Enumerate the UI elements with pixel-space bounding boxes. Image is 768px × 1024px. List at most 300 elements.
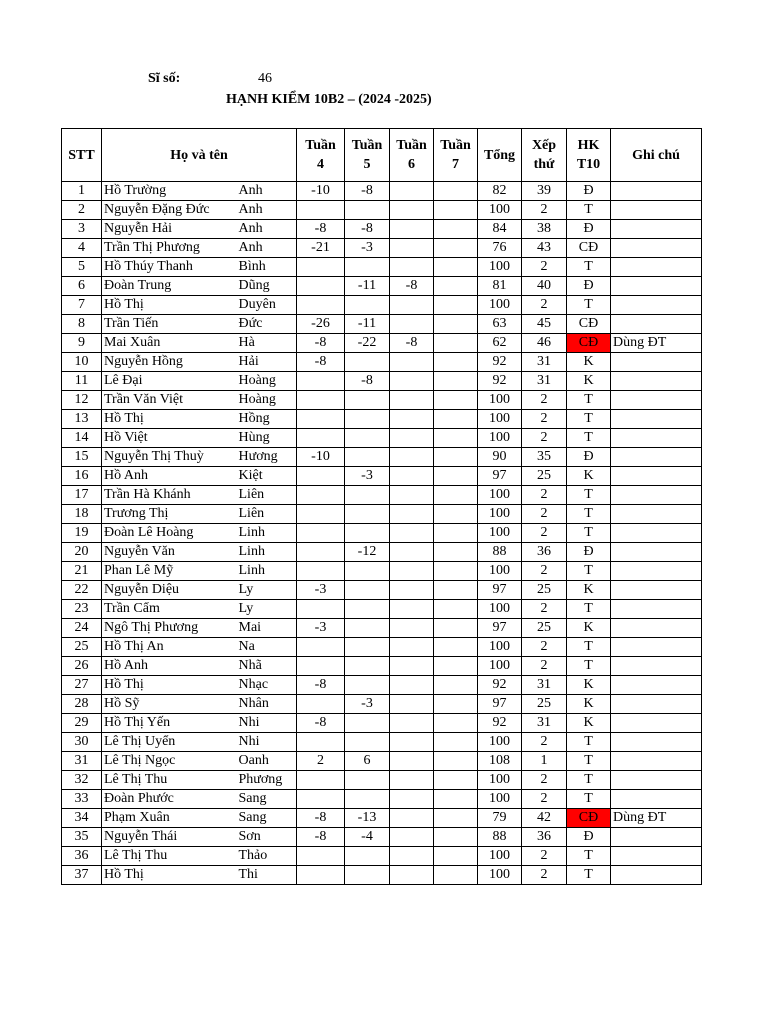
cell-total: 100 bbox=[478, 410, 522, 429]
cell-rank: 31 bbox=[522, 676, 567, 695]
cell-given-name: Hồng bbox=[237, 410, 297, 429]
cell-note bbox=[611, 353, 702, 372]
cell-given-name: Sang bbox=[237, 809, 297, 828]
cell-week7 bbox=[434, 334, 478, 353]
cell-conduct: T bbox=[567, 524, 611, 543]
cell-rank: 2 bbox=[522, 505, 567, 524]
table-row bbox=[62, 714, 702, 733]
cell-week4 bbox=[297, 391, 345, 410]
cell-week4: -8 bbox=[297, 220, 345, 239]
cell-stt: 29 bbox=[62, 714, 102, 733]
cell-week7 bbox=[434, 695, 478, 714]
cell-week7 bbox=[434, 467, 478, 486]
conduct-table bbox=[61, 128, 702, 885]
cell-week4: -10 bbox=[297, 448, 345, 467]
cell-stt: 20 bbox=[62, 543, 102, 562]
cell-conduct: Đ bbox=[567, 220, 611, 239]
cell-week6 bbox=[390, 600, 434, 619]
col-header-week7: Tuần 7 bbox=[434, 129, 478, 182]
cell-given-name: Duyên bbox=[237, 296, 297, 315]
cell-surname: Phan Lê Mỹ bbox=[102, 562, 237, 581]
cell-note bbox=[611, 714, 702, 733]
cell-total: 100 bbox=[478, 866, 522, 885]
table-row bbox=[62, 543, 702, 562]
cell-surname: Đoàn Trung bbox=[102, 277, 237, 296]
cell-week7 bbox=[434, 410, 478, 429]
table-body bbox=[62, 182, 702, 885]
cell-note bbox=[611, 657, 702, 676]
cell-surname: Nguyễn Văn bbox=[102, 543, 237, 562]
cell-week5 bbox=[345, 201, 390, 220]
table-row bbox=[62, 524, 702, 543]
cell-week4: -8 bbox=[297, 334, 345, 353]
cell-stt: 8 bbox=[62, 315, 102, 334]
cell-conduct: T bbox=[567, 771, 611, 790]
cell-week4 bbox=[297, 258, 345, 277]
cell-week5 bbox=[345, 771, 390, 790]
cell-total: 100 bbox=[478, 771, 522, 790]
cell-week5 bbox=[345, 866, 390, 885]
table-row bbox=[62, 790, 702, 809]
cell-week6 bbox=[390, 638, 434, 657]
cell-given-name: Anh bbox=[237, 239, 297, 258]
cell-week5 bbox=[345, 790, 390, 809]
cell-conduct: K bbox=[567, 619, 611, 638]
cell-note bbox=[611, 239, 702, 258]
cell-note bbox=[611, 201, 702, 220]
cell-total: 100 bbox=[478, 258, 522, 277]
cell-week7 bbox=[434, 448, 478, 467]
cell-surname: Mai Xuân bbox=[102, 334, 237, 353]
cell-stt: 27 bbox=[62, 676, 102, 695]
cell-given-name: Nhi bbox=[237, 733, 297, 752]
cell-total: 88 bbox=[478, 543, 522, 562]
table-row bbox=[62, 657, 702, 676]
cell-week4 bbox=[297, 486, 345, 505]
cell-conduct: T bbox=[567, 790, 611, 809]
cell-rank: 2 bbox=[522, 296, 567, 315]
cell-week6 bbox=[390, 391, 434, 410]
table-row bbox=[62, 600, 702, 619]
cell-surname: Hồ Thị bbox=[102, 866, 237, 885]
cell-surname: Lê Đại bbox=[102, 372, 237, 391]
cell-week6 bbox=[390, 182, 434, 201]
table-row bbox=[62, 429, 702, 448]
cell-note bbox=[611, 619, 702, 638]
table-row bbox=[62, 353, 702, 372]
cell-note bbox=[611, 258, 702, 277]
cell-note bbox=[611, 790, 702, 809]
table-row bbox=[62, 638, 702, 657]
table-row bbox=[62, 220, 702, 239]
cell-surname: Ngô Thị Phương bbox=[102, 619, 237, 638]
cell-given-name: Đức bbox=[237, 315, 297, 334]
cell-week4 bbox=[297, 201, 345, 220]
cell-stt: 10 bbox=[62, 353, 102, 372]
table-row bbox=[62, 239, 702, 258]
cell-total: 92 bbox=[478, 353, 522, 372]
class-size-label: Sĩ số: bbox=[148, 71, 181, 86]
cell-surname: Trần Tiến bbox=[102, 315, 237, 334]
cell-week4 bbox=[297, 695, 345, 714]
cell-note bbox=[611, 505, 702, 524]
cell-week6 bbox=[390, 752, 434, 771]
cell-conduct: T bbox=[567, 505, 611, 524]
cell-total: 88 bbox=[478, 828, 522, 847]
cell-total: 92 bbox=[478, 714, 522, 733]
cell-stt: 7 bbox=[62, 296, 102, 315]
cell-week7 bbox=[434, 657, 478, 676]
cell-surname: Đoàn Lê Hoàng bbox=[102, 524, 237, 543]
cell-week5: -4 bbox=[345, 828, 390, 847]
cell-total: 97 bbox=[478, 467, 522, 486]
cell-week6 bbox=[390, 714, 434, 733]
cell-stt: 6 bbox=[62, 277, 102, 296]
cell-stt: 14 bbox=[62, 429, 102, 448]
col-header-week6: Tuần 6 bbox=[390, 129, 434, 182]
cell-conduct: K bbox=[567, 676, 611, 695]
cell-surname: Hồ Thị An bbox=[102, 638, 237, 657]
cell-rank: 2 bbox=[522, 410, 567, 429]
cell-week7 bbox=[434, 258, 478, 277]
cell-week5: -8 bbox=[345, 220, 390, 239]
cell-note bbox=[611, 600, 702, 619]
cell-total: 97 bbox=[478, 695, 522, 714]
col-header-week5: Tuần 5 bbox=[345, 129, 390, 182]
cell-week6 bbox=[390, 372, 434, 391]
cell-surname: Lê Thị Uyển bbox=[102, 733, 237, 752]
cell-total: 84 bbox=[478, 220, 522, 239]
cell-given-name: Nhạc bbox=[237, 676, 297, 695]
table-row bbox=[62, 676, 702, 695]
cell-rank: 2 bbox=[522, 201, 567, 220]
cell-surname: Hồ Thị bbox=[102, 410, 237, 429]
cell-week7 bbox=[434, 391, 478, 410]
cell-stt: 35 bbox=[62, 828, 102, 847]
cell-week5: 6 bbox=[345, 752, 390, 771]
cell-surname: Hồ Thị Yến bbox=[102, 714, 237, 733]
cell-surname: Hồ Thúy Thanh bbox=[102, 258, 237, 277]
cell-stt: 32 bbox=[62, 771, 102, 790]
cell-week4 bbox=[297, 296, 345, 315]
cell-stt: 21 bbox=[62, 562, 102, 581]
cell-rank: 31 bbox=[522, 714, 567, 733]
cell-week7 bbox=[434, 809, 478, 828]
cell-note bbox=[611, 524, 702, 543]
cell-given-name: Hương bbox=[237, 448, 297, 467]
table-row bbox=[62, 505, 702, 524]
cell-note bbox=[611, 372, 702, 391]
cell-week5 bbox=[345, 448, 390, 467]
col-header-stt: STT bbox=[62, 129, 102, 182]
cell-rank: 38 bbox=[522, 220, 567, 239]
cell-week4 bbox=[297, 562, 345, 581]
cell-week5 bbox=[345, 258, 390, 277]
cell-total: 100 bbox=[478, 657, 522, 676]
cell-week4: -10 bbox=[297, 182, 345, 201]
cell-note bbox=[611, 695, 702, 714]
cell-stt: 1 bbox=[62, 182, 102, 201]
cell-conduct: T bbox=[567, 562, 611, 581]
table-row bbox=[62, 619, 702, 638]
cell-total: 108 bbox=[478, 752, 522, 771]
cell-stt: 19 bbox=[62, 524, 102, 543]
col-header-name: Họ và tên bbox=[102, 129, 297, 182]
cell-surname: Hồ Sỹ bbox=[102, 695, 237, 714]
cell-week7 bbox=[434, 486, 478, 505]
cell-total: 82 bbox=[478, 182, 522, 201]
cell-given-name: Na bbox=[237, 638, 297, 657]
cell-stt: 17 bbox=[62, 486, 102, 505]
cell-week7 bbox=[434, 619, 478, 638]
cell-note bbox=[611, 391, 702, 410]
cell-given-name: Nhân bbox=[237, 695, 297, 714]
cell-given-name: Mai bbox=[237, 619, 297, 638]
table-row bbox=[62, 733, 702, 752]
cell-week5 bbox=[345, 505, 390, 524]
cell-rank: 2 bbox=[522, 258, 567, 277]
table-row bbox=[62, 296, 702, 315]
col-header-conduct: HK T10 bbox=[567, 129, 611, 182]
cell-rank: 2 bbox=[522, 486, 567, 505]
cell-total: 100 bbox=[478, 733, 522, 752]
cell-note bbox=[611, 277, 702, 296]
cell-stt: 15 bbox=[62, 448, 102, 467]
cell-surname: Phạm Xuân bbox=[102, 809, 237, 828]
cell-conduct: T bbox=[567, 258, 611, 277]
cell-week6 bbox=[390, 543, 434, 562]
page-title: HẠNH KIỂM 10B2 – (2024 -2025) bbox=[226, 92, 432, 107]
cell-note bbox=[611, 866, 702, 885]
cell-conduct: K bbox=[567, 581, 611, 600]
cell-conduct: T bbox=[567, 486, 611, 505]
cell-week7 bbox=[434, 847, 478, 866]
cell-week4 bbox=[297, 600, 345, 619]
cell-week6 bbox=[390, 296, 434, 315]
cell-total: 100 bbox=[478, 391, 522, 410]
cell-total: 100 bbox=[478, 562, 522, 581]
cell-surname: Hồ Trường bbox=[102, 182, 237, 201]
cell-conduct: T bbox=[567, 201, 611, 220]
cell-given-name: Hùng bbox=[237, 429, 297, 448]
cell-total: 100 bbox=[478, 790, 522, 809]
cell-week6 bbox=[390, 866, 434, 885]
cell-surname: Hồ Anh bbox=[102, 467, 237, 486]
cell-total: 92 bbox=[478, 372, 522, 391]
cell-note bbox=[611, 296, 702, 315]
cell-conduct: CĐ bbox=[567, 315, 611, 334]
cell-week7 bbox=[434, 752, 478, 771]
cell-stt: 11 bbox=[62, 372, 102, 391]
table-row bbox=[62, 201, 702, 220]
cell-note bbox=[611, 315, 702, 334]
cell-total: 90 bbox=[478, 448, 522, 467]
cell-conduct: CĐ bbox=[567, 239, 611, 258]
table-row bbox=[62, 258, 702, 277]
cell-week4 bbox=[297, 543, 345, 562]
cell-surname: Lê Thị Thu bbox=[102, 847, 237, 866]
cell-week7 bbox=[434, 505, 478, 524]
cell-rank: 42 bbox=[522, 809, 567, 828]
cell-rank: 2 bbox=[522, 657, 567, 676]
cell-note bbox=[611, 771, 702, 790]
cell-conduct: Đ bbox=[567, 182, 611, 201]
cell-given-name: Ly bbox=[237, 581, 297, 600]
cell-week5: -13 bbox=[345, 809, 390, 828]
cell-rank: 35 bbox=[522, 448, 567, 467]
cell-week7 bbox=[434, 543, 478, 562]
cell-week6 bbox=[390, 220, 434, 239]
cell-note bbox=[611, 467, 702, 486]
cell-surname: Hồ Thị bbox=[102, 296, 237, 315]
table-row bbox=[62, 486, 702, 505]
cell-note bbox=[611, 638, 702, 657]
cell-conduct: T bbox=[567, 752, 611, 771]
cell-conduct: T bbox=[567, 296, 611, 315]
cell-week6 bbox=[390, 847, 434, 866]
cell-given-name: Ly bbox=[237, 600, 297, 619]
cell-given-name: Hoàng bbox=[237, 372, 297, 391]
cell-rank: 2 bbox=[522, 790, 567, 809]
cell-week6: -8 bbox=[390, 277, 434, 296]
cell-week6 bbox=[390, 676, 434, 695]
cell-given-name: Nhã bbox=[237, 657, 297, 676]
cell-week4 bbox=[297, 638, 345, 657]
cell-rank: 36 bbox=[522, 543, 567, 562]
cell-rank: 2 bbox=[522, 733, 567, 752]
cell-note bbox=[611, 752, 702, 771]
table-row bbox=[62, 752, 702, 771]
cell-week4 bbox=[297, 505, 345, 524]
cell-given-name: Anh bbox=[237, 201, 297, 220]
cell-week5: -11 bbox=[345, 315, 390, 334]
cell-total: 92 bbox=[478, 676, 522, 695]
cell-given-name: Sơn bbox=[237, 828, 297, 847]
cell-rank: 43 bbox=[522, 239, 567, 258]
cell-stt: 26 bbox=[62, 657, 102, 676]
table-row bbox=[62, 334, 702, 353]
cell-week4 bbox=[297, 657, 345, 676]
cell-note bbox=[611, 828, 702, 847]
cell-week7 bbox=[434, 182, 478, 201]
cell-week6 bbox=[390, 657, 434, 676]
cell-conduct: CĐ bbox=[567, 809, 611, 828]
cell-week4 bbox=[297, 733, 345, 752]
cell-week6 bbox=[390, 809, 434, 828]
cell-rank: 25 bbox=[522, 467, 567, 486]
col-header-rank: Xếp thứ bbox=[522, 129, 567, 182]
cell-week6 bbox=[390, 733, 434, 752]
cell-week5 bbox=[345, 619, 390, 638]
cell-stt: 22 bbox=[62, 581, 102, 600]
cell-given-name: Dũng bbox=[237, 277, 297, 296]
table-row bbox=[62, 581, 702, 600]
cell-week7 bbox=[434, 429, 478, 448]
cell-week5 bbox=[345, 296, 390, 315]
cell-surname: Lê Thị Ngọc bbox=[102, 752, 237, 771]
cell-given-name: Hải bbox=[237, 353, 297, 372]
cell-surname: Hồ Việt bbox=[102, 429, 237, 448]
cell-week6 bbox=[390, 771, 434, 790]
cell-week6 bbox=[390, 619, 434, 638]
cell-given-name: Phương bbox=[237, 771, 297, 790]
cell-total: 97 bbox=[478, 619, 522, 638]
cell-rank: 45 bbox=[522, 315, 567, 334]
cell-given-name: Oanh bbox=[237, 752, 297, 771]
cell-week4: -21 bbox=[297, 239, 345, 258]
cell-surname: Trần Cẩm bbox=[102, 600, 237, 619]
cell-week5 bbox=[345, 657, 390, 676]
cell-week6 bbox=[390, 448, 434, 467]
cell-week7 bbox=[434, 600, 478, 619]
cell-stt: 28 bbox=[62, 695, 102, 714]
cell-week4: -8 bbox=[297, 828, 345, 847]
cell-week4 bbox=[297, 524, 345, 543]
cell-week4: -3 bbox=[297, 581, 345, 600]
cell-conduct: Đ bbox=[567, 277, 611, 296]
table-row bbox=[62, 809, 702, 828]
cell-surname: Trương Thị bbox=[102, 505, 237, 524]
table-row bbox=[62, 771, 702, 790]
cell-given-name: Nhi bbox=[237, 714, 297, 733]
cell-rank: 25 bbox=[522, 581, 567, 600]
cell-stt: 24 bbox=[62, 619, 102, 638]
cell-week7 bbox=[434, 353, 478, 372]
cell-total: 79 bbox=[478, 809, 522, 828]
cell-given-name: Hoàng bbox=[237, 391, 297, 410]
cell-week6 bbox=[390, 258, 434, 277]
cell-given-name: Linh bbox=[237, 524, 297, 543]
cell-stt: 34 bbox=[62, 809, 102, 828]
cell-week6 bbox=[390, 581, 434, 600]
table-row bbox=[62, 277, 702, 296]
cell-note bbox=[611, 543, 702, 562]
cell-week5 bbox=[345, 733, 390, 752]
col-header-week4: Tuần 4 bbox=[297, 129, 345, 182]
table-row bbox=[62, 391, 702, 410]
cell-week6 bbox=[390, 828, 434, 847]
cell-week5 bbox=[345, 353, 390, 372]
cell-rank: 25 bbox=[522, 619, 567, 638]
cell-week7 bbox=[434, 239, 478, 258]
cell-given-name: Anh bbox=[237, 220, 297, 239]
cell-total: 97 bbox=[478, 581, 522, 600]
cell-week7 bbox=[434, 828, 478, 847]
cell-week4 bbox=[297, 372, 345, 391]
cell-week6 bbox=[390, 315, 434, 334]
cell-week6 bbox=[390, 467, 434, 486]
cell-stt: 33 bbox=[62, 790, 102, 809]
cell-week4 bbox=[297, 277, 345, 296]
cell-week5 bbox=[345, 581, 390, 600]
cell-total: 100 bbox=[478, 486, 522, 505]
cell-week6: -8 bbox=[390, 334, 434, 353]
cell-week6 bbox=[390, 524, 434, 543]
cell-conduct: T bbox=[567, 429, 611, 448]
cell-week6 bbox=[390, 790, 434, 809]
cell-week7 bbox=[434, 638, 478, 657]
cell-rank: 2 bbox=[522, 391, 567, 410]
cell-rank: 2 bbox=[522, 524, 567, 543]
cell-week6 bbox=[390, 486, 434, 505]
cell-rank: 2 bbox=[522, 562, 567, 581]
cell-surname: Nguyễn Thái bbox=[102, 828, 237, 847]
cell-week7 bbox=[434, 524, 478, 543]
cell-week6 bbox=[390, 562, 434, 581]
cell-conduct: CĐ bbox=[567, 334, 611, 353]
cell-week5 bbox=[345, 486, 390, 505]
cell-week4 bbox=[297, 410, 345, 429]
